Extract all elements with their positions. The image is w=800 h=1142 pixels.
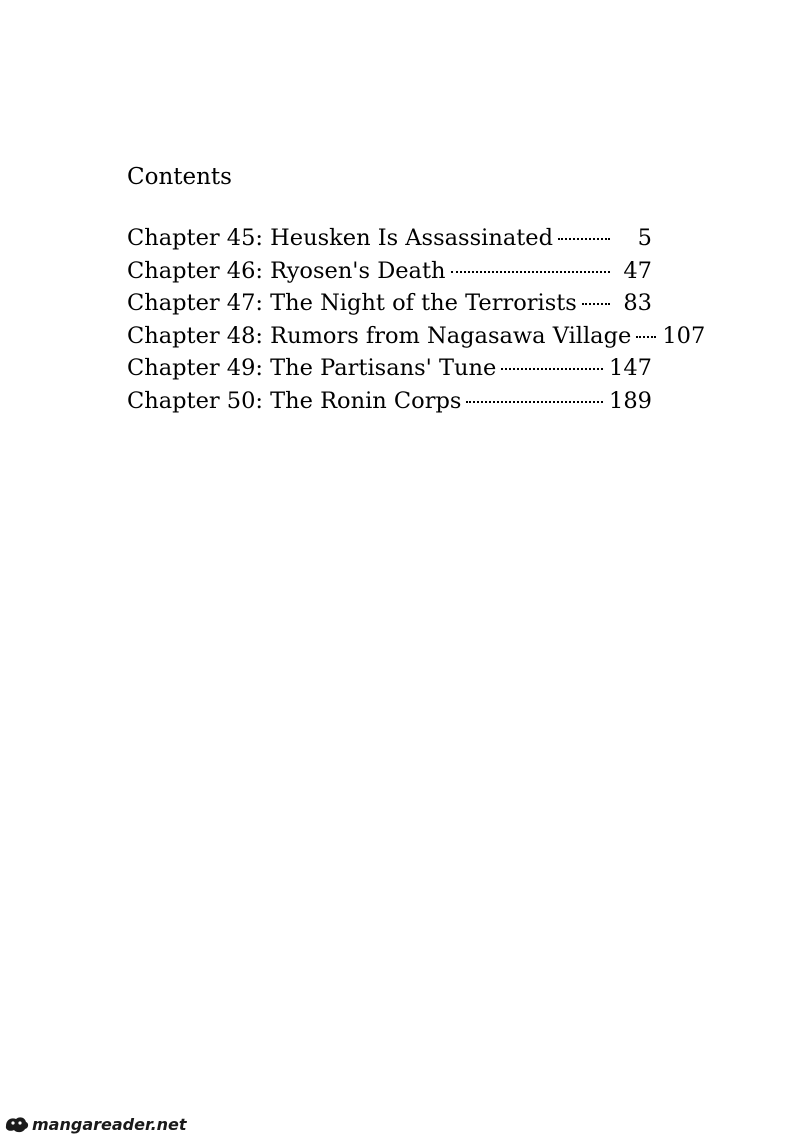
dot-leader	[466, 401, 603, 403]
chapter-page-number: 5	[637, 225, 652, 251]
toc-entry	[127, 290, 652, 323]
toc-entry	[127, 225, 652, 258]
chapter-page-number: 83	[623, 290, 652, 316]
dot-leader	[636, 336, 656, 338]
toc-entry	[127, 258, 652, 291]
chapter-title: Chapter 47: The Night of the Terrorists	[127, 290, 577, 316]
chapter-page-number: 189	[609, 387, 652, 414]
page-title: Contents	[127, 164, 232, 190]
chapter-title: Chapter 46: Ryosen's Death	[127, 257, 446, 284]
chapter-page-number: 147	[609, 355, 652, 381]
chapter-title: Chapter 45: Heusken Is Assassinated	[127, 225, 554, 251]
chapter-title: Chapter 49: The Partisans' Tune	[127, 355, 497, 381]
dot-leader	[582, 303, 610, 305]
toc-entry	[127, 322, 706, 356]
toc-entry	[127, 388, 652, 421]
dot-leader	[501, 368, 603, 370]
chapter-title: Chapter 50: The Ronin Corps	[127, 387, 462, 414]
chapter-page-number: 107	[662, 322, 706, 349]
chapter-title: Chapter 48: Rumors from Nagasawa Village	[127, 322, 632, 349]
chapter-page-number: 47	[623, 257, 652, 284]
table-of-contents	[127, 225, 706, 420]
watermark	[4, 1114, 187, 1134]
blob-logo-icon	[4, 1114, 30, 1134]
dot-leader	[558, 238, 610, 240]
watermark-text: mangareader.net	[32, 1114, 187, 1134]
dot-leader	[451, 271, 611, 273]
toc-entry	[127, 355, 652, 388]
